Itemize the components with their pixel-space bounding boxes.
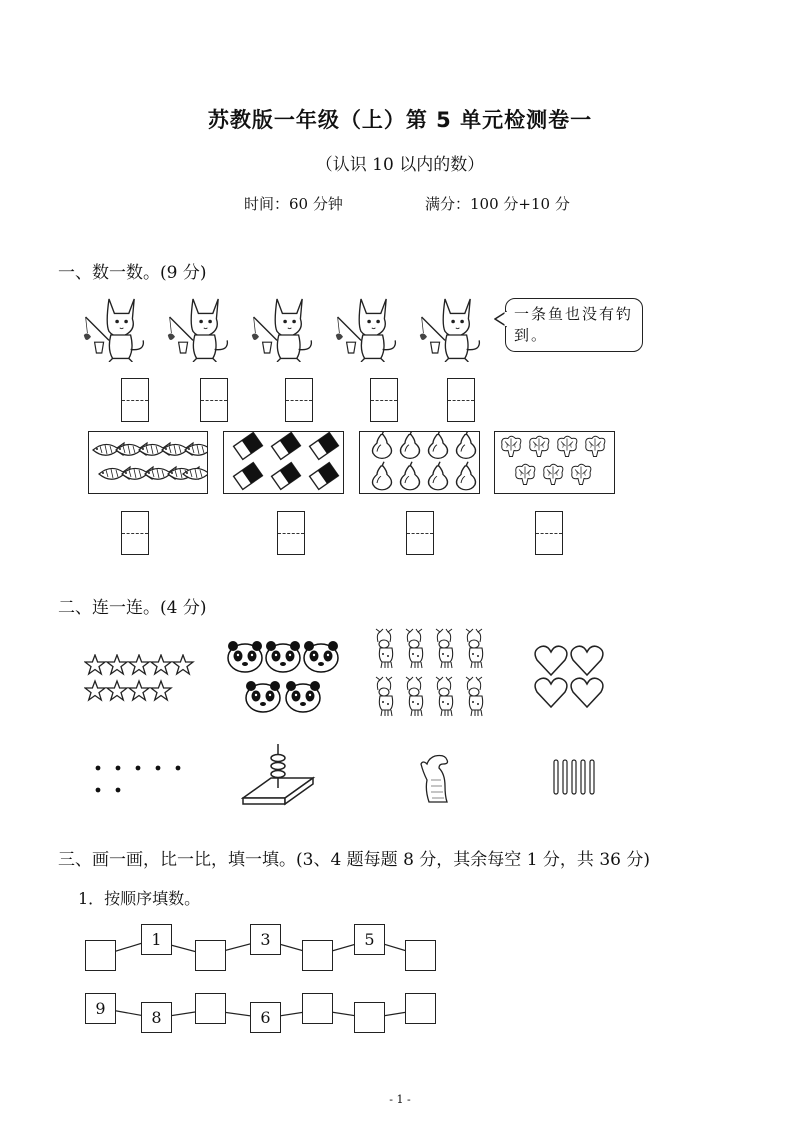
dots-group bbox=[92, 762, 184, 796]
eraser-group bbox=[223, 431, 344, 494]
page-title: 苏教版一年级（上）第 5 单元检测卷一 bbox=[207, 108, 593, 132]
cat-fishing-icon bbox=[420, 299, 480, 362]
number-box[interactable]: 1 bbox=[141, 924, 172, 955]
cabbage-group bbox=[494, 431, 615, 494]
cat-fishing-icon bbox=[336, 299, 396, 362]
answer-box[interactable] bbox=[277, 511, 305, 555]
answer-box[interactable] bbox=[370, 378, 398, 422]
question-1-label: 1．按顺序填数。 bbox=[78, 889, 201, 908]
hearts-group bbox=[532, 642, 608, 710]
bubble-tail-icon bbox=[494, 310, 508, 328]
abacus-icon bbox=[241, 742, 317, 808]
cats-row bbox=[82, 290, 502, 362]
number-box[interactable] bbox=[405, 993, 436, 1024]
deer-group bbox=[372, 628, 502, 720]
page-subtitle: （认识 10 以内的数） bbox=[315, 155, 485, 175]
number-box[interactable]: 8 bbox=[141, 1002, 172, 1033]
number-box[interactable] bbox=[302, 993, 333, 1024]
cat-fishing-icon bbox=[168, 299, 228, 362]
number-box[interactable] bbox=[85, 940, 116, 971]
answer-box[interactable] bbox=[121, 511, 149, 555]
answer-box[interactable] bbox=[535, 511, 563, 555]
dot-icon bbox=[136, 766, 141, 771]
dot-icon bbox=[96, 788, 101, 793]
hand-icon bbox=[415, 750, 455, 806]
dot-icon bbox=[116, 788, 121, 793]
number-box[interactable] bbox=[195, 940, 226, 971]
page-number: - 1 - bbox=[389, 1093, 411, 1106]
answer-box[interactable] bbox=[200, 378, 228, 422]
answer-box[interactable] bbox=[447, 378, 475, 422]
cat-fishing-icon bbox=[84, 299, 144, 362]
number-box[interactable]: 6 bbox=[250, 1002, 281, 1033]
number-box[interactable]: 9 bbox=[85, 993, 116, 1024]
number-box[interactable] bbox=[195, 993, 226, 1024]
answer-box[interactable] bbox=[121, 378, 149, 422]
speech-bubble: 一条鱼也没有钓到。 bbox=[505, 298, 643, 352]
dot-icon bbox=[116, 766, 121, 771]
pear-group bbox=[359, 431, 480, 494]
stars-group bbox=[84, 654, 200, 704]
answer-box[interactable] bbox=[406, 511, 434, 555]
sticks-group bbox=[553, 758, 599, 796]
fish-group bbox=[88, 431, 208, 494]
exam-score: 满分：100 分+10 分 bbox=[425, 195, 570, 213]
number-box[interactable]: 3 bbox=[250, 924, 281, 955]
number-box[interactable] bbox=[302, 940, 333, 971]
exam-time: 时间：60 分钟 bbox=[244, 195, 343, 213]
number-box[interactable] bbox=[405, 940, 436, 971]
dot-icon bbox=[96, 766, 101, 771]
pandas-group bbox=[226, 640, 344, 718]
cat-fishing-icon bbox=[252, 299, 312, 362]
dot-icon bbox=[156, 766, 161, 771]
dot-icon bbox=[176, 766, 181, 771]
number-box[interactable]: 5 bbox=[354, 924, 385, 955]
answer-box[interactable] bbox=[285, 378, 313, 422]
section-2-heading: 二、连一连。(4 分) bbox=[58, 598, 207, 618]
section-1-heading: 一、数一数。(9 分) bbox=[58, 263, 207, 283]
number-box[interactable] bbox=[354, 1002, 385, 1033]
section-3-heading: 三、画一画，比一比，填一填。(3、4 题每题 8 分，其余每空 1 分，共 36 分) bbox=[58, 850, 650, 870]
